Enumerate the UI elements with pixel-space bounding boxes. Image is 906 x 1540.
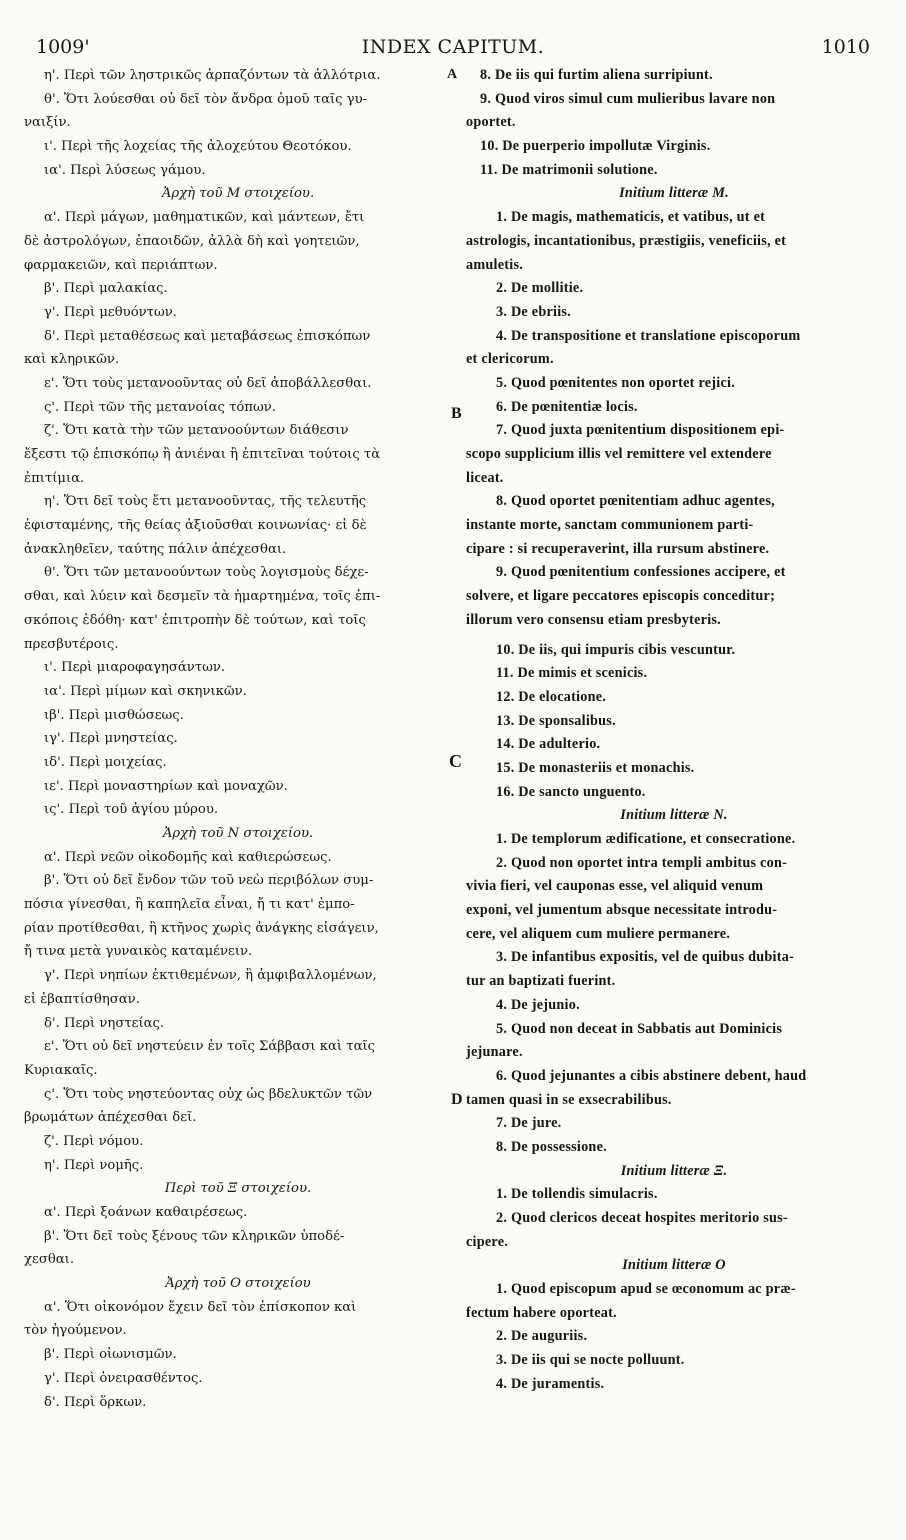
running-title: INDEX CAPITUM. <box>361 36 545 58</box>
greek-line: τὸν ἡγούμενον. <box>24 1323 127 1339</box>
greek-line: χεσθαι. <box>24 1252 75 1268</box>
greek-line: η'. Περὶ νομῆς. <box>44 1157 144 1173</box>
greek-line: β'. Ὅτι οὐ δεῖ ἔνδον τῶν τοῦ νεὼ περιβόλων συμ- <box>44 873 374 889</box>
section-heading: Ἀρχὴ τοῦ Μ στοιχείου. <box>161 186 315 202</box>
greek-line: καὶ κληρικῶν. <box>24 352 120 368</box>
latin-line: 12. De elocatione. <box>496 688 607 705</box>
greek-line: θ'. Ὅτι τῶν μετανοούντων τοὺς λογισμοὺς δέχε- <box>44 565 369 581</box>
latin-line: 3. De ebriis. <box>496 303 571 320</box>
margin-letter-b: B <box>451 405 462 422</box>
section-heading: Ἀρχὴ τοῦ Ο στοιχείου <box>165 1276 311 1292</box>
greek-line: πόσια γίνεσθαι, ἢ καπηλεῖα εἶναι, ἤ τι κατ' ἐμπο- <box>24 897 355 913</box>
greek-line: γ'. Περὶ μεθυόντων. <box>44 304 177 320</box>
greek-line: βρωμάτων ἀπέχεσθαι δεῖ. <box>24 1110 197 1126</box>
latin-line: cipere. <box>466 1233 509 1250</box>
latin-line: 7. Quod juxta pœnitentium dispositionem epi- <box>496 422 785 439</box>
latin-line: 5. Quod non deceat in Sabbatis aut Dominicis <box>496 1020 783 1037</box>
latin-line: astrologis, incantationibus, præstigiis, veneficiis, et <box>466 232 787 249</box>
greek-line: ια'. Περὶ λύσεως γάμου. <box>44 162 206 178</box>
latin-line: 7. De jure. <box>496 1115 562 1132</box>
greek-line: σθαι, καὶ λύειν καὶ δεσμεῖν τὰ ἡμαρτημένα, τοῖς ἐπι- <box>24 589 381 605</box>
latin-line: 1. Quod episcopum apud se œconomum ac præ- <box>496 1281 796 1298</box>
greek-line: ρίαν προτίθεσθαι, ἢ κτῆνος χωρὶς ἀνάγκης εἰσάγειν, <box>24 920 379 936</box>
latin-line: solvere, et ligare peccatores episcopis conceditur; <box>466 588 776 605</box>
greek-line: εἰ ἐβαπτίσθησαν. <box>24 991 140 1007</box>
greek-line: σκόποις ἐδόθη· κατ' ἐπιτροπὴν δὲ τούτων, καὶ τοῖς <box>24 612 366 628</box>
latin-line: 14. De adulterio. <box>496 736 601 753</box>
greek-line: γ'. Περὶ ὀνειρασθέντος. <box>44 1370 203 1386</box>
latin-line: tur an baptizati fuerint. <box>466 973 616 990</box>
latin-line: 1. De templorum ædificatione, et consecratione. <box>496 831 796 847</box>
greek-line: φαρμακειῶν, καὶ περιάπτων. <box>24 257 218 273</box>
latin-line: 10. De puerperio impollutæ Virginis. <box>480 138 711 155</box>
latin-line: tamen quasi in se exsecrabilibus. <box>466 1091 672 1108</box>
greek-line: δ'. Περὶ ὅρκων. <box>44 1394 147 1410</box>
greek-line: α'. Περὶ μάγων, μαθηματικῶν, καὶ μάντεων, ἔτι <box>44 210 365 226</box>
latin-line: 6. De pœnitentiæ locis. <box>496 398 638 415</box>
latin-line: 6. Quod jejunantes a cibis abstinere debent, haud <box>496 1067 807 1084</box>
section-heading: Initium litteræ N. <box>620 807 728 824</box>
greek-line: ιβ'. Περὶ μισθώσεως. <box>44 707 184 723</box>
latin-line: 1. De magis, mathematicis, et vatibus, ut et <box>496 209 766 226</box>
greek-line: ναιξίν. <box>24 115 71 131</box>
greek-line: ζ'. Ὅτι κατὰ τὴν τῶν μετανοούντων διάθεσιν <box>44 423 349 439</box>
page-number-left: 1009' <box>36 36 90 58</box>
section-heading: Περὶ τοῦ Ξ στοιχείου. <box>164 1181 312 1197</box>
latin-line: 8. De possessione. <box>496 1138 607 1155</box>
greek-line: ιε'. Περὶ μοναστηρίων καὶ μοναχῶν. <box>44 778 288 794</box>
latin-line: vivia fieri, vel cauponas esse, vel aliquid venum <box>466 878 764 895</box>
section-heading: Initium litteræ M. <box>619 185 729 202</box>
latin-line: cipare : si recuperaverint, illa rursum abstinere. <box>466 540 770 557</box>
greek-line: ζ'. Περὶ νόμου. <box>44 1133 144 1149</box>
greek-line: ε'. Ὅτι οὐ δεῖ νηστεύειν ἐν τοῖς Σάββασι καὶ ταῖς <box>44 1039 376 1055</box>
latin-line: 1. De tollendis simulacris. <box>496 1186 658 1203</box>
greek-line: ἔξεστι τῷ ἐπισκόπῳ ἢ ἀνιέναι ἢ ἐπιτεῖναι τούτοις τὰ <box>24 447 381 462</box>
greek-line: α'. Περὶ νεῶν οἰκοδομῆς καὶ καθιερώσεως. <box>44 849 332 865</box>
greek-line: ἐφισταμένης, τῆς θείας ἀξιοῦσθαι κοινωνίας· εἰ δὲ <box>24 518 367 534</box>
latin-line: 2. Quod non oportet intra templi ambitus con- <box>496 854 788 871</box>
section-heading: Ἀρχὴ τοῦ Ν στοιχείου. <box>162 826 314 841</box>
greek-line: γ'. Περὶ νηπίων ἐκτιθεμένων, ἢ ἀμφιβαλλομένων, <box>44 968 377 984</box>
latin-line: 15. De monasteriis et monachis. <box>496 759 695 776</box>
greek-line: η'. Περὶ τῶν ληστρικῶς ἁρπαζόντων τὰ ἀλλότρια. <box>44 68 381 83</box>
greek-line: ιγ'. Περὶ μνηστείας. <box>44 731 178 747</box>
latin-line: 2. Quod clericos deceat hospites meritorio sus- <box>496 1210 788 1226</box>
greek-line: δὲ ἀστρολόγων, ἐπαοιδῶν, ἀλλὰ δὴ καὶ γοητειῶν, <box>24 233 360 249</box>
page-number-right: 1010 <box>821 36 870 58</box>
margin-letter-a: A <box>447 67 458 82</box>
latin-line: jejunare. <box>466 1044 523 1061</box>
latin-column <box>466 64 882 1397</box>
latin-line: amuletis. <box>466 256 524 273</box>
greek-line: θ'. Ὅτι λούεσθαι οὐ δεῖ τὸν ἄνδρα ὁμοῦ ταῖς γυ- <box>44 91 368 107</box>
latin-line: 11. De mimis et scenicis. <box>496 665 648 682</box>
latin-line: 3. De iis qui se nocte polluunt. <box>496 1352 685 1369</box>
latin-line: 11. De matrimonii solutione. <box>480 161 658 178</box>
page-header <box>0 36 906 58</box>
latin-line: fectum habere oporteat. <box>466 1304 617 1321</box>
greek-line: β'. Ὅτι δεῖ τοὺς ξένους τῶν κληρικῶν ὑποδέ- <box>44 1228 345 1244</box>
latin-line: liceat. <box>466 469 504 486</box>
latin-line: exponi, vel jumentum absque necessitate introdu- <box>466 902 778 919</box>
greek-line: ἀνακληθεῖεν, ταύτης πάλιν ἀπέχεσθαι. <box>24 541 287 557</box>
margin-letter-c: C <box>449 751 462 771</box>
latin-line: illorum vero consensu etiam presbyteris. <box>466 611 721 628</box>
latin-line: 3. De infantibus expositis, vel de quibus dubita- <box>496 949 795 966</box>
greek-line: ἤ τινα μετὰ γυναικὸς καταμένειν. <box>24 944 253 960</box>
latin-line: 4. De transpositione et translatione episcoporum <box>496 327 801 344</box>
greek-line: α'. Ὅτι οἰκονόμον ἔχειν δεῖ τὸν ἐπίσκοπον καὶ <box>44 1299 357 1315</box>
margin-letter-d: D <box>451 1091 463 1108</box>
latin-line: 2. De mollitie. <box>496 280 584 297</box>
greek-line: δ'. Περὶ μεταθέσεως καὶ μεταβάσεως ἐπισκόπων <box>44 328 371 344</box>
greek-column <box>24 64 452 1414</box>
latin-line: cere, vel aliquem cum muliere permanere. <box>466 925 731 942</box>
latin-line: 4. De jejunio. <box>496 996 580 1013</box>
latin-line: scopo supplicium illis vel remittere vel extendere <box>466 446 772 462</box>
section-heading: Initium litteræ O <box>622 1257 726 1274</box>
latin-line: 16. De sancto unguento. <box>496 783 646 800</box>
greek-line: ιδ'. Περὶ μοιχείας. <box>44 754 167 770</box>
greek-line: β'. Περὶ οἰωνισμῶν. <box>44 1347 177 1363</box>
latin-line: 9. Quod pœnitentium confessiones accipere, et <box>496 564 786 581</box>
latin-line: 10. De iis, qui impuris cibis vescuntur. <box>496 641 736 658</box>
greek-line: ε'. Ὅτι τοὺς μετανοοῦντας οὐ δεῖ ἀποβάλλεσθαι. <box>44 375 372 391</box>
section-heading: Initium litteræ Ξ. <box>620 1162 728 1179</box>
latin-line: 13. De sponsalibus. <box>496 712 616 729</box>
latin-line: et clericorum. <box>466 351 554 368</box>
latin-line: 5. Quod pœnitentes non oportet rejici. <box>496 374 735 391</box>
latin-line: 2. De auguriis. <box>496 1328 588 1345</box>
greek-line: β'. Περὶ μαλακίας. <box>44 281 168 297</box>
greek-line: ς'. Περὶ τῶν τῆς μετανοίας τόπων. <box>44 399 276 415</box>
greek-line: η'. Ὅτι δεῖ τοὺς ἔτι μετανοοῦντας, τῆς τελευτῆς <box>44 494 367 510</box>
greek-line: ἐπιτίμια. <box>24 470 85 486</box>
greek-line: ι'. Περὶ τῆς λοχείας τῆς ἀλοχεύτου Θεοτόκου. <box>44 139 352 155</box>
greek-line: Κυριακαῖς. <box>24 1062 98 1078</box>
greek-line: ς'. Ὅτι τοὺς νηστεύοντας οὐχ ὡς βδελυκτῶν τῶν <box>44 1086 373 1102</box>
greek-line: ις'. Περὶ τοῦ ἁγίου μύρου. <box>44 802 219 818</box>
latin-line: 9. Quod viros simul cum mulieribus lavare non <box>480 90 776 107</box>
latin-line: 8. Quod oportet pœnitentiam adhuc agentes, <box>496 493 775 510</box>
greek-line: πρεσβυτέροις. <box>24 636 119 652</box>
greek-line: ι'. Περὶ μιαροφαγησάντων. <box>44 660 226 676</box>
latin-line: 4. De juramentis. <box>496 1375 605 1392</box>
greek-line: ια'. Περὶ μίμων καὶ σκηνικῶν. <box>44 683 247 699</box>
latin-line: instante morte, sanctam communionem parti- <box>466 517 754 534</box>
greek-line: δ'. Περὶ νηστείας. <box>44 1015 165 1031</box>
latin-line: oportet. <box>466 114 516 131</box>
greek-line: α'. Περὶ ξοάνων καθαιρέσεως. <box>44 1205 248 1220</box>
latin-line: 8. De iis qui furtim aliena surripiunt. <box>480 67 713 83</box>
